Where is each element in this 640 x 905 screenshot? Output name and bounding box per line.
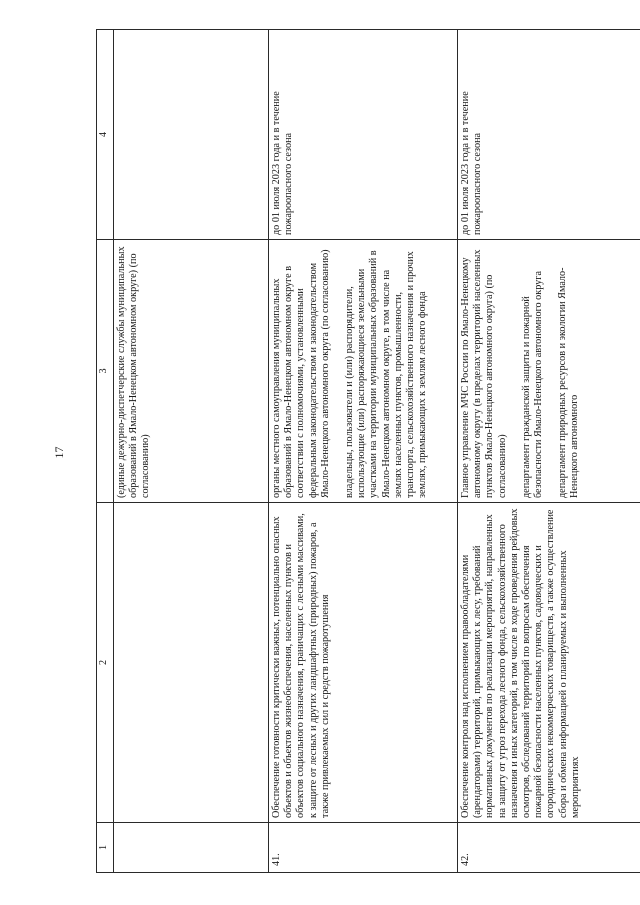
executor-item: департамент природных ресурсов и экологии Ямало-Ненецкого автономного [557, 267, 581, 498]
header-cell-4: 4 [97, 30, 114, 240]
executor-item: Главное управление МЧС России по Ямало-Ненецкому автономному округу (в пределах территорий населенных пунктов Ямало-Ненецкого автономного округа) (по согласованию) [460, 249, 508, 498]
table-row [269, 30, 458, 873]
executor-item: органы местного самоуправления муниципальных образований в Ямало-Ненецком автономном округе в соответствии с полномочиями, установленными федеральным законодательством и законодательством Ямало-Ненецкого автономного округа (по согласованию) [271, 249, 331, 498]
row-number: 42. [458, 823, 640, 873]
continuation-row [114, 30, 269, 873]
header-cell-2: 2 [97, 503, 114, 823]
row-number: 41. [269, 823, 458, 873]
header-row [97, 30, 114, 873]
num-cell [114, 823, 269, 873]
deadline-cell: до 01 июля 2023 года и в течение пожароопасного сезона [458, 30, 640, 240]
measures-table [96, 29, 640, 873]
header-cell-1: 1 [97, 823, 114, 873]
deadline-cell: до 01 июля 2023 года и в течение пожароопасного сезона [269, 30, 458, 240]
measure-cell [114, 503, 269, 823]
table-row [458, 30, 640, 873]
measure-cell: Обеспечение контроля над исполнением правообладателями (арендаторами) территорий, примыкающих к лесу, требований нормативных документов по реализации мероприятий, направленных на защиту от угроз перехода лесного фонда, сельскохозяйственного назначения и иных категорий, в том числе в ходе проведения рейдовых осмотров, обследований территорий по вопросам обеспечения пожарной безопасности населенных пунктов, садоводческих и огороднических некоммерческих товариществ, а также осуществление сбора и обмена информацией о планируемых и выполненных мероприятиях [458, 503, 640, 823]
executor-item: владельцы, пользователи и (или) распорядители, использующие (или) распоряжающиеся земельными участками на территории муниципальных образований в Ямало-Ненецком автономном округе, в том числе на землях населенных пунктов, промышленности, транспорта, сельскохозяйственного назначения и прочих землях, примыкающих к землям лесного фонда [344, 250, 429, 498]
executors-cell [458, 240, 640, 503]
measure-cell: Обеспечение готовности критически важных, потенциально опасных объектов и объектов жизнеобеспечения, населенных пунктов и объектов социального назначения, граничащих с лесными массивами, к защите от лесных и других ландшафтных (природных) пожаров, а также привлекаемых сил и средств пожаротушения [269, 503, 458, 823]
deadline-cell [114, 30, 269, 240]
header-cell-3: 3 [97, 240, 114, 503]
page-number: 17 [52, 446, 66, 459]
executors-cell [269, 240, 458, 503]
executors-cell: (единые дежурно-диспетчерские службы муниципальных образований в Ямало-Ненецком автономном округе) (по согласованию) [114, 240, 269, 503]
executor-item: департамент гражданской защиты и пожарной безопасности Ямало-Ненецкого автономного округа [520, 271, 545, 498]
